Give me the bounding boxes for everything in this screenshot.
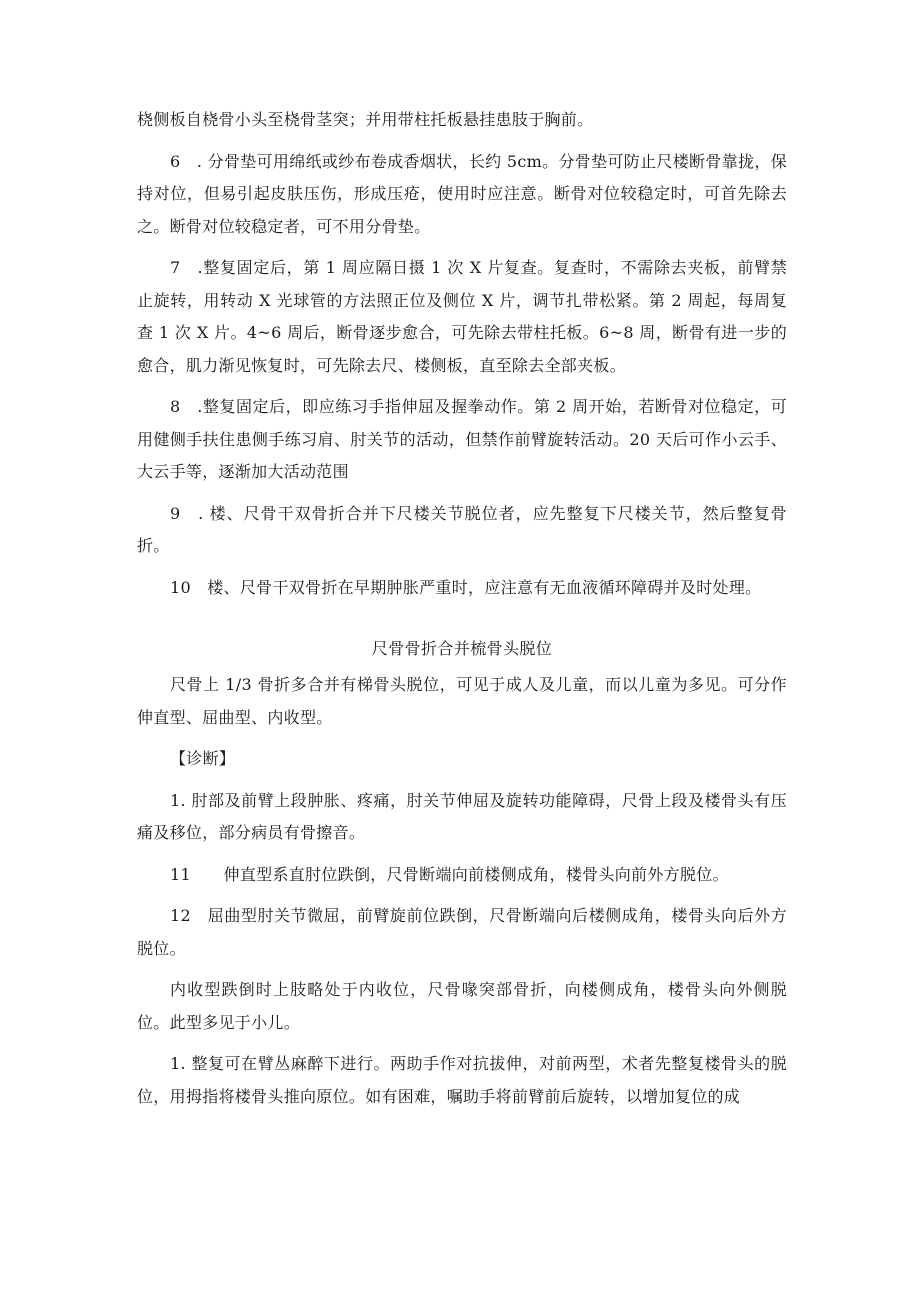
paragraph-item-9: 9 . 楼、尺骨干双骨折合并下尺楼关节脱位者，应先整复下尺楼关节，然后整复骨折。 (137, 503, 787, 555)
paragraph-continuation: 桡侧板自桡骨小头至桡骨茎突；并用带柱托板悬挂患肢于胸前。 (137, 110, 594, 129)
paragraph-item-6: 6 . 分骨垫可用绵纸或纱布卷成香烟状，长约 5cm。分骨垫可防止尺楼断骨靠拢，保持对位，但易引起皮肤压伤，形成压疮，使用时应注意。断骨对位较稳定时，可首先除去之。断骨对位较稳定者，可不用分骨垫。 (137, 151, 787, 236)
paragraph-item-11: 11 伸直型系直肘位跌倒，尺骨断端向前楼侧成角，楼骨头向前外方脱位。 (170, 864, 729, 884)
paragraph-item-10: 10 楼、尺骨干双骨折在早期肿胀严重时，应注意有无血液循环障碍并及时处理。 (170, 577, 762, 597)
paragraph-item-7: 7 .整复固定后，第 1 周应隔日摄 1 次 X 片复查。复查时，不需除去夹板，前臂禁止旋转，用转动 X 光球管的方法照正位及侧位 X 片，调节扎带松紧。第 2 周起，每周复查 1 次 X 片。4~6 周后，断骨逐步愈合，可先除去带柱托板。6~8 周，断骨有进一步的愈合，肌力渐见恢复时，可先除去尺、楼侧板，直至除去全部夹板。 (137, 258, 787, 375)
paragraph-intro: 尺骨上 1/3 骨折多合并有梯骨头脱位，可见于成人及儿童，而以儿童为多见。可分作伸直型、屈曲型、内收型。 (137, 675, 787, 727)
diagnosis-heading: 【诊断】 (170, 749, 236, 768)
document-page (137, 104, 787, 1122)
section-title: 尺骨骨折合并梳骨头脱位 (371, 639, 553, 658)
paragraph-adduction-type: 内收型跌倒时上肢略处于内收位，尺骨喙突部骨折，向楼侧成角，楼骨头向外侧脱位。此型多见于小儿。 (137, 980, 787, 1032)
paragraph-diagnosis-1: 1. 肘部及前臂上段肿胀、疼痛，肘关节伸屈及旋转功能障碍，尺骨上段及楼骨头有压痛及移位，部分病员有骨擦音。 (137, 790, 787, 842)
paragraph-reduction-1: 1. 整复可在臂丛麻醉下进行。两助手作对抗拔伸，对前两型，术者先整复楼骨头的脱位，用拇指将楼骨头推向原位。如有困难，嘱助手将前臂前后旋转，以增加复位的成 (137, 1054, 787, 1106)
paragraph-item-8: 8 .整复固定后，即应练习手指伸屈及握拳动作。第 2 周开始，若断骨对位稳定，可用健侧手扶住患侧手练习肩、肘关节的活动，但禁作前臂旋转活动。20 天后可作小云手、大云手等，逐渐加大活动范围 (137, 397, 787, 481)
paragraph-item-12: 12 屈曲型肘关节微屈，前臂旋前位跌倒，尺骨断端向后楼侧成角，楼骨头向后外方脱位。 (137, 906, 787, 958)
